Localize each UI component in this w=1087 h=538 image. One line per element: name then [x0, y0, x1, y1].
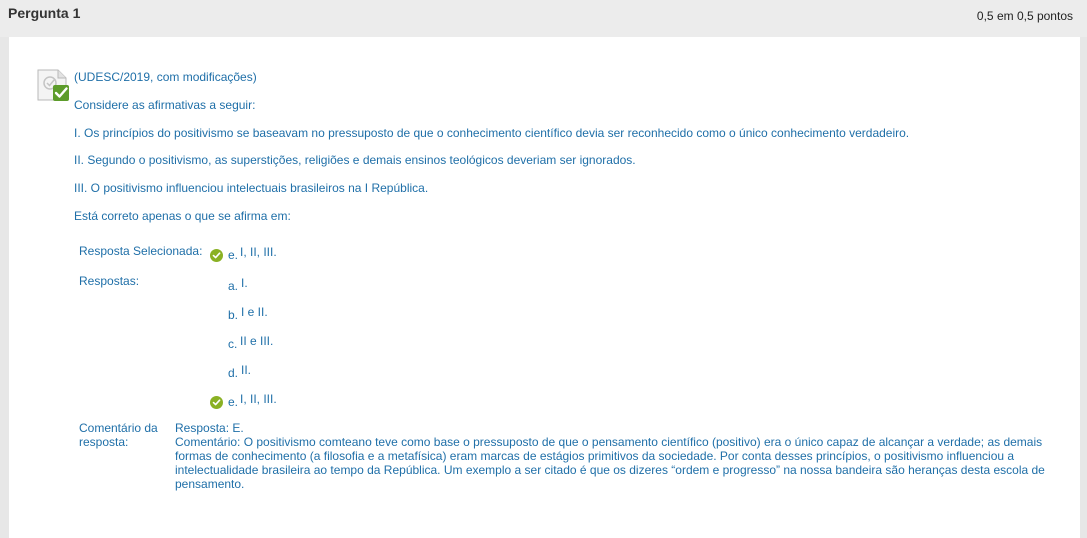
selected-answer-label: Resposta Selecionada: — [79, 244, 203, 258]
answer-option-letter: b. — [228, 308, 239, 322]
answer-option-text: I. — [241, 276, 248, 290]
question-title: Pergunta 1 — [8, 5, 81, 21]
check-circle-icon — [210, 396, 223, 409]
feedback-content — [175, 421, 1055, 491]
answer-option-text: II. — [241, 363, 252, 377]
feedback-comment: Comentário: O positivismo comteano teve como base o pressuposto de que o pensamento científico (positivo) era o único capaz de alcançar a verdade; as demais formas de conhecimento (a filosofia e a metafísica) eram marcas de estágios primitivos da sociedade. Por conta desses princípios, o positivismo influenciou a intelectualidade brasileira ao tempo da República. Um exemplo a ser citado é que os dizeres “ordem e progresso” na nossa bandeira são heranças desta escola de pensamento. — [175, 435, 1045, 491]
statement-1: I. Os princípios do positivismo se baseavam no pressuposto de que o conhecimento científico devia ser reconhecido como o único conhecimento verdadeiro. — [74, 126, 910, 140]
statement-2: II. Segundo o positivismo, as superstições, religiões e demais ensinos teológicos deveriam ser ignorados. — [74, 153, 636, 167]
answer-option-letter: c. — [228, 337, 238, 351]
statement-3: III. O positivismo influenciou intelectuais brasileiros na I República. — [74, 181, 429, 195]
feedback-label-line1: Comentário da — [79, 421, 158, 435]
selected-answer-letter: e. — [228, 248, 239, 262]
graded-correct-document-icon — [36, 68, 72, 104]
question-header — [0, 0, 1087, 37]
answers-label: Respostas: — [79, 274, 140, 288]
question-source: (UDESC/2019, com modificações) — [74, 70, 257, 84]
answer-option-letter: a. — [228, 279, 239, 293]
selected-answer-text: I, II, III. — [240, 245, 277, 259]
answer-option-text: II e III. — [240, 334, 274, 348]
feedback-answer: Resposta: E. — [175, 421, 244, 435]
question-points: 0,5 em 0,5 pontos — [976, 9, 1073, 23]
feedback-label-line2: resposta: — [79, 435, 129, 449]
answer-option-letter: d. — [228, 366, 239, 380]
answer-option-letter: e. — [228, 395, 239, 409]
question-panel — [9, 37, 1080, 538]
question-prompt: Está correto apenas o que se afirma em: — [74, 209, 291, 223]
answer-option-text: I, II, III. — [240, 392, 277, 406]
answer-option-text: I e II. — [241, 305, 268, 319]
question-intro: Considere as afirmativas a seguir: — [74, 98, 256, 112]
check-circle-icon — [210, 249, 223, 262]
